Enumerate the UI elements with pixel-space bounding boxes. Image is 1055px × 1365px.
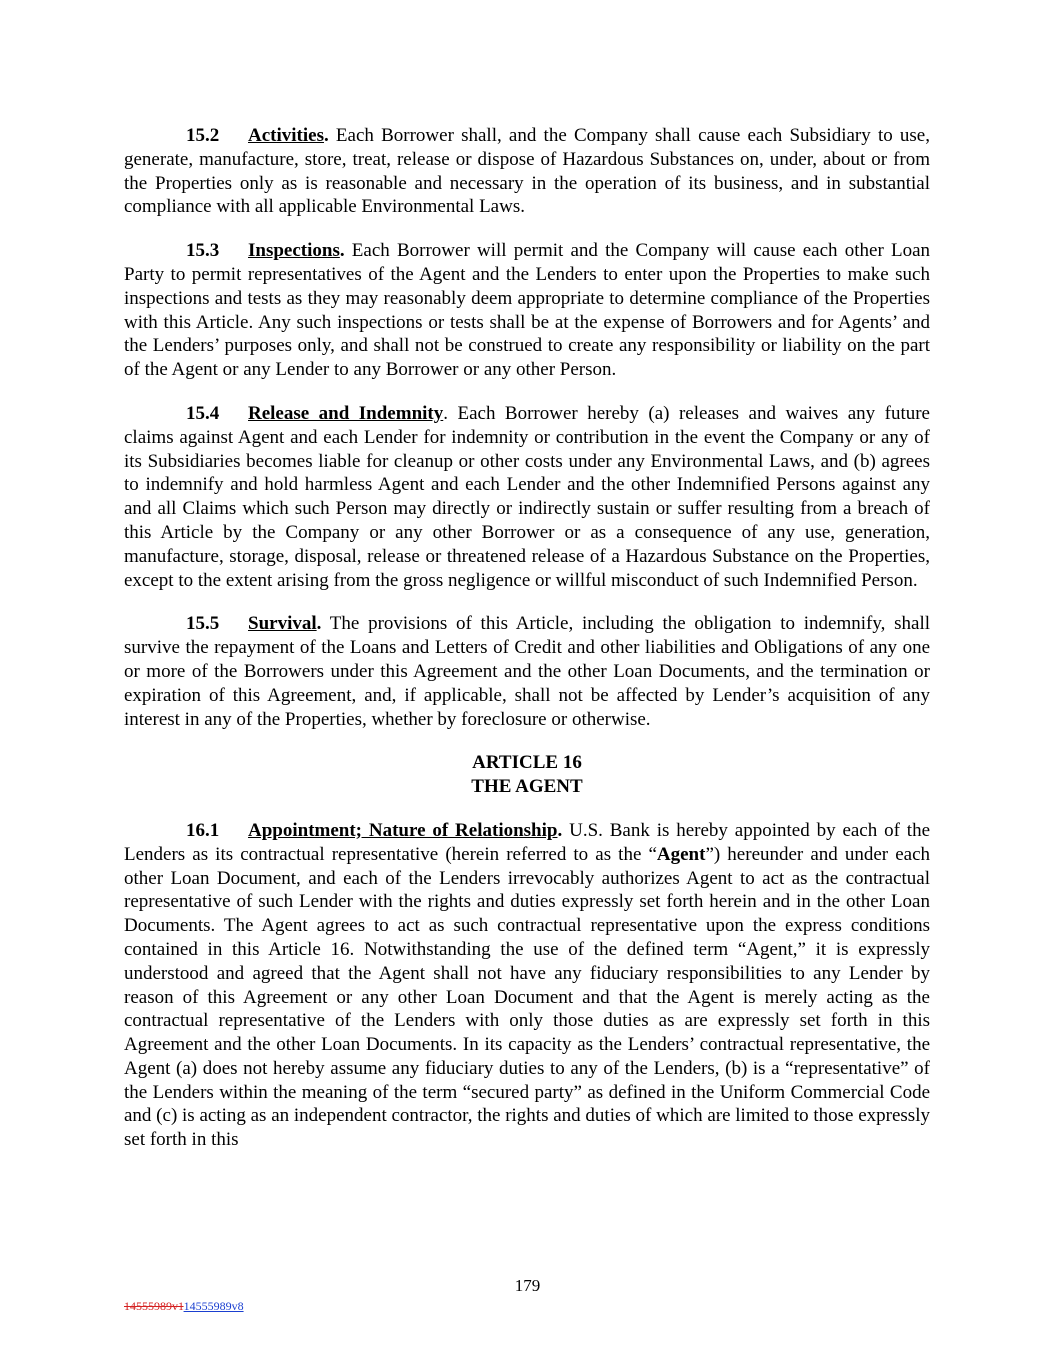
section-15-2 <box>124 124 930 219</box>
heading-punct: . <box>339 240 345 262</box>
document-page <box>124 124 930 1172</box>
section-heading: Activities <box>248 125 324 146</box>
section-number: 15.5 <box>186 613 220 635</box>
article-number: ARTICLE 16 <box>472 752 582 774</box>
heading-punct: . <box>443 402 448 424</box>
section-15-5 <box>124 612 930 731</box>
section-heading: Survival <box>248 613 317 635</box>
article-title: THE AGENT <box>471 776 583 798</box>
section-15-3 <box>124 239 930 382</box>
article-heading <box>124 751 930 799</box>
section-text: The provisions of this Article, including the obligation to indemnify, shall survive the repayment of the Loans and Letters of Credit and other liabilities and Obligations of any one or more of the Borrowers under this Agreement and the other Loan Documents, and the termination or expiration of this Agreement, and, if applicable, shall not be affected by Lender’s acquisition of any interest in any of the Properties, whether by foreclosure or otherwise. <box>124 613 930 730</box>
section-text: Each Borrower will permit and the Company will cause each other Loan Party to permit representatives of the Agent and the Lenders to enter upon the Properties to make such inspections and tests as they may reasonably deem appropriate to determine compliance of the Properties with this Article. Any such inspections or tests shall be at the expense of Borrowers and for Agents’ and the Lenders’ purposes only, and shall not be construed to create any responsibility or liability on the part of the Agent or any Lender to any Borrower or any other Person. <box>124 240 930 381</box>
heading-punct: . <box>557 819 563 841</box>
section-heading: Appointment; Nature of Relationship <box>248 819 558 841</box>
section-number: 15.3 <box>186 240 220 262</box>
section-text: Each Borrower shall, and the Company shall cause each Subsidiary to use, generate, manufacture, store, treat, release or dispose of Hazardous Substances on, under, about or from the Properties only as is reasonable and necessary in the operation of its business, and in substantial compliance with all applicable Environmental Laws. <box>124 125 930 218</box>
section-text-before: U.S. Bank is hereby appointed by each of the Lenders as its contractual representative (herein referred to as the “ <box>124 819 931 865</box>
section-16-1 <box>124 819 930 1152</box>
section-heading: Inspections <box>248 240 340 262</box>
section-15-4 <box>124 402 930 592</box>
heading-punct: . <box>316 613 322 635</box>
defined-term: Agent <box>656 843 706 865</box>
section-number: 15.2 <box>186 125 220 146</box>
document-id-old: 14555989v1 <box>124 1299 184 1313</box>
section-text-after: ”) hereunder and under each other Loan Document, and each of the Lenders irrevocably authorizes Agent to act as the contractual representative of such Lender with the rights and duties expressly set forth herein and in the other Loan Documents. The Agent agrees to act as such contractual representative upon the express conditions contained in this Article 16. Notwithstanding the use of the defined term “Agent,” it is expressly understood and agreed that the Agent shall not have any fiduciary responsibilities to any Lender by reason of this Agreement or any other Loan Document and that the Agent is merely acting as the contractual representative of the Lenders with only those duties as are expressly set forth in this Agreement and the other Loan Documents. In its capacity as the Lenders’ contractual representative, the Agent (a) does not hereby assume any fiduciary duties to any of the Lenders, (b) is a “representative” of the Lenders within the meaning of the term “secured party” as defined in the Uniform Commercial Code and (c) is acting as an independent contractor, the rights and duties of which are limited to those expressly set forth in this <box>124 843 931 1151</box>
heading-punct: . <box>323 125 329 146</box>
section-heading: Release and Indemnity <box>248 402 444 424</box>
document-id <box>124 1299 244 1314</box>
page-number: 179 <box>514 1276 541 1295</box>
section-text: Each Borrower hereby (a) releases and waives any future claims against Agent and each Lender for indemnity or contribution in the event the Company or any of its Subsidiaries becomes liable for cleanup or other costs under any Environmental Laws, and (b) agrees to indemnify and hold harmless Agent and each Lender and the other Indemnified Persons against any and all Claims which such Person may directly or indirectly sustain or suffer resulting from a breach of this Article by the Company or any other Borrower or as a consequence of any use, generation, manufacture, storage, disposal, release or threatened release of a Hazardous Substance on the Properties, except to the extent arising from the gross negligence or willful misconduct of such Indemnified Person. <box>124 402 930 591</box>
document-id-new: 14555989v8 <box>183 1299 244 1313</box>
section-number: 16.1 <box>186 819 220 841</box>
section-number: 15.4 <box>186 402 220 424</box>
